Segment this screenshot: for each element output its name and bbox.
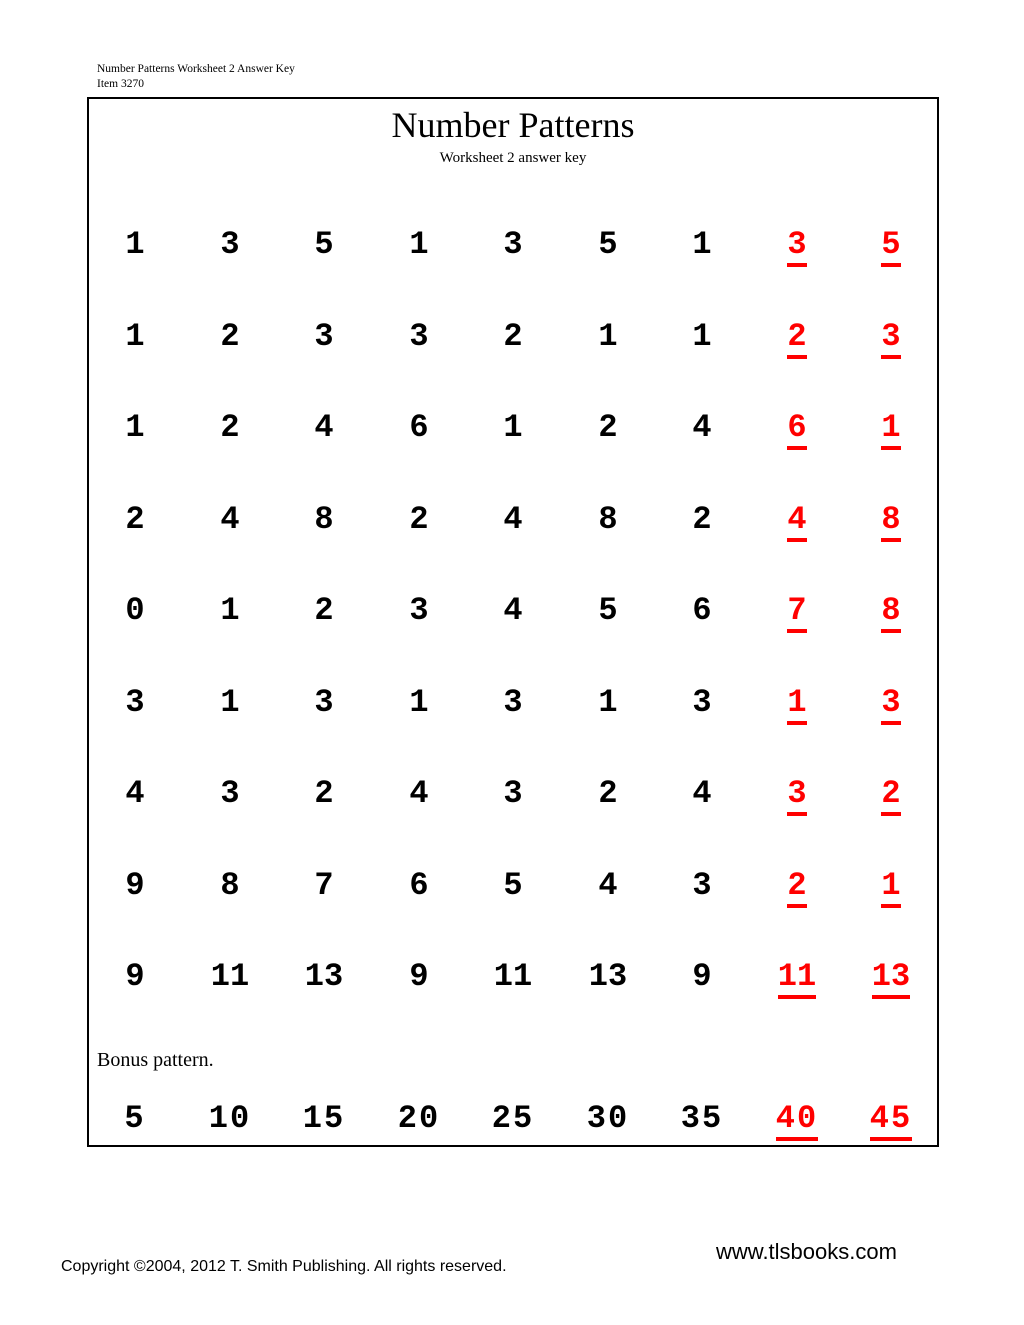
pattern-row bbox=[89, 868, 937, 918]
bonus-pattern-row bbox=[89, 1101, 937, 1151]
pattern-number: 2 bbox=[220, 318, 240, 355]
answer-number: 11 bbox=[778, 960, 816, 999]
answer-cell bbox=[752, 593, 842, 633]
pattern-number: 6 bbox=[692, 592, 712, 629]
pattern-number: 1 bbox=[692, 226, 712, 263]
pattern-number: 3 bbox=[409, 318, 429, 355]
pattern-row bbox=[89, 502, 937, 552]
pattern-number: 9 bbox=[125, 867, 145, 904]
answer-cell bbox=[752, 776, 842, 816]
pattern-number: 2 bbox=[409, 501, 429, 538]
answer-cell bbox=[752, 959, 842, 999]
pattern-number: 1 bbox=[220, 592, 240, 629]
answer-cell bbox=[846, 593, 936, 633]
pattern-number: 2 bbox=[125, 501, 145, 538]
answer-cell bbox=[752, 685, 842, 725]
pattern-number: 30 bbox=[586, 1100, 630, 1137]
pattern-number: 9 bbox=[409, 958, 429, 995]
pattern-number: 3 bbox=[220, 775, 240, 812]
worksheet-frame bbox=[87, 97, 939, 1147]
pattern-number: 11 bbox=[493, 958, 533, 995]
pattern-row bbox=[89, 685, 937, 735]
pattern-number: 5 bbox=[598, 226, 618, 263]
pattern-number: 1 bbox=[692, 318, 712, 355]
pattern-number: 6 bbox=[409, 867, 429, 904]
answer-cell bbox=[846, 1101, 936, 1141]
pattern-number: 25 bbox=[491, 1100, 535, 1137]
pattern-number: 4 bbox=[503, 592, 523, 629]
answer-cell bbox=[752, 502, 842, 542]
pattern-number: 2 bbox=[220, 409, 240, 446]
website-link[interactable]: www.tlsbooks.com bbox=[716, 1239, 897, 1264]
pattern-number: 5 bbox=[503, 867, 523, 904]
pattern-number: 1 bbox=[598, 318, 618, 355]
pattern-number: 4 bbox=[409, 775, 429, 812]
pattern-number: 1 bbox=[503, 409, 523, 446]
answer-number: 8 bbox=[881, 503, 900, 542]
answer-number: 5 bbox=[881, 228, 900, 267]
answer-cell bbox=[846, 685, 936, 725]
pattern-number: 2 bbox=[598, 409, 618, 446]
pattern-number: 7 bbox=[314, 867, 334, 904]
answer-cell bbox=[846, 227, 936, 267]
pattern-number: 3 bbox=[314, 684, 334, 721]
pattern-number: 13 bbox=[588, 958, 628, 995]
pattern-number: 8 bbox=[220, 867, 240, 904]
worksheet-title: Number Patterns bbox=[391, 105, 635, 145]
pattern-number: 3 bbox=[503, 226, 523, 263]
answer-cell bbox=[846, 502, 936, 542]
pattern-number: 3 bbox=[503, 684, 523, 721]
pattern-number: 4 bbox=[692, 409, 712, 446]
pattern-number: 0 bbox=[125, 592, 145, 629]
answer-cell bbox=[752, 319, 842, 359]
pattern-number: 1 bbox=[125, 318, 145, 355]
pattern-number: 3 bbox=[409, 592, 429, 629]
pattern-row bbox=[89, 959, 937, 1009]
pattern-number: 3 bbox=[503, 775, 523, 812]
answer-cell bbox=[846, 776, 936, 816]
pattern-number: 4 bbox=[125, 775, 145, 812]
copyright-notice: Copyright ©2004, 2012 T. Smith Publishing. All rights reserved. bbox=[61, 1258, 507, 1275]
pattern-number: 3 bbox=[220, 226, 240, 263]
pattern-number: 3 bbox=[692, 867, 712, 904]
answer-number: 2 bbox=[787, 320, 806, 359]
answer-number: 3 bbox=[787, 228, 806, 267]
pattern-number: 8 bbox=[314, 501, 334, 538]
answer-cell bbox=[846, 410, 936, 450]
answer-number: 8 bbox=[881, 594, 900, 633]
pattern-number: 3 bbox=[125, 684, 145, 721]
pattern-number: 10 bbox=[208, 1100, 252, 1137]
pattern-number: 4 bbox=[314, 409, 334, 446]
pattern-row bbox=[89, 593, 937, 643]
pattern-number: 3 bbox=[692, 684, 712, 721]
pattern-number: 6 bbox=[409, 409, 429, 446]
pattern-row bbox=[89, 410, 937, 460]
answer-number: 40 bbox=[776, 1102, 818, 1141]
answer-cell bbox=[752, 868, 842, 908]
answer-cell bbox=[846, 959, 936, 999]
pattern-number: 1 bbox=[598, 684, 618, 721]
answer-cell bbox=[752, 1101, 842, 1141]
answer-number: 13 bbox=[872, 960, 910, 999]
answer-number: 2 bbox=[787, 869, 806, 908]
answer-number: 2 bbox=[881, 777, 900, 816]
pattern-number: 1 bbox=[409, 684, 429, 721]
pattern-row bbox=[89, 776, 937, 826]
pattern-number: 5 bbox=[124, 1100, 146, 1137]
pattern-number: 4 bbox=[692, 775, 712, 812]
pattern-row bbox=[89, 227, 937, 277]
pattern-number: 4 bbox=[503, 501, 523, 538]
worksheet-subtitle: Worksheet 2 answer key bbox=[439, 150, 587, 166]
pattern-number: 5 bbox=[314, 226, 334, 263]
pattern-number: 4 bbox=[598, 867, 618, 904]
pattern-number: 1 bbox=[409, 226, 429, 263]
answer-cell bbox=[846, 868, 936, 908]
pattern-number: 13 bbox=[304, 958, 344, 995]
answer-cell bbox=[752, 227, 842, 267]
answer-cell bbox=[752, 410, 842, 450]
answer-number: 1 bbox=[881, 411, 900, 450]
pattern-row bbox=[89, 319, 937, 369]
pattern-number: 35 bbox=[680, 1100, 724, 1137]
pattern-number: 2 bbox=[503, 318, 523, 355]
pattern-number: 9 bbox=[692, 958, 712, 995]
pattern-number: 8 bbox=[598, 501, 618, 538]
pattern-number: 20 bbox=[397, 1100, 441, 1137]
answer-number: 7 bbox=[787, 594, 806, 633]
answer-number: 3 bbox=[881, 686, 900, 725]
answer-number: 1 bbox=[787, 686, 806, 725]
document-header-title: Number Patterns Worksheet 2 Answer Key bbox=[97, 63, 295, 75]
pattern-number: 15 bbox=[302, 1100, 346, 1137]
pattern-number: 4 bbox=[220, 501, 240, 538]
pattern-number: 9 bbox=[125, 958, 145, 995]
pattern-number: 1 bbox=[125, 226, 145, 263]
pattern-number: 11 bbox=[210, 958, 250, 995]
document-item-number: Item 3270 bbox=[97, 78, 144, 90]
pattern-number: 1 bbox=[125, 409, 145, 446]
pattern-number: 2 bbox=[598, 775, 618, 812]
answer-number: 3 bbox=[787, 777, 806, 816]
answer-number: 3 bbox=[881, 320, 900, 359]
answer-cell bbox=[846, 319, 936, 359]
answer-number: 6 bbox=[787, 411, 806, 450]
bonus-label: Bonus pattern. bbox=[97, 1049, 214, 1071]
pattern-number: 3 bbox=[314, 318, 334, 355]
pattern-number: 5 bbox=[598, 592, 618, 629]
answer-number: 1 bbox=[881, 869, 900, 908]
pattern-number: 1 bbox=[220, 684, 240, 721]
answer-number: 4 bbox=[787, 503, 806, 542]
pattern-number: 2 bbox=[692, 501, 712, 538]
answer-number: 45 bbox=[870, 1102, 912, 1141]
pattern-number: 2 bbox=[314, 592, 334, 629]
pattern-number: 2 bbox=[314, 775, 334, 812]
